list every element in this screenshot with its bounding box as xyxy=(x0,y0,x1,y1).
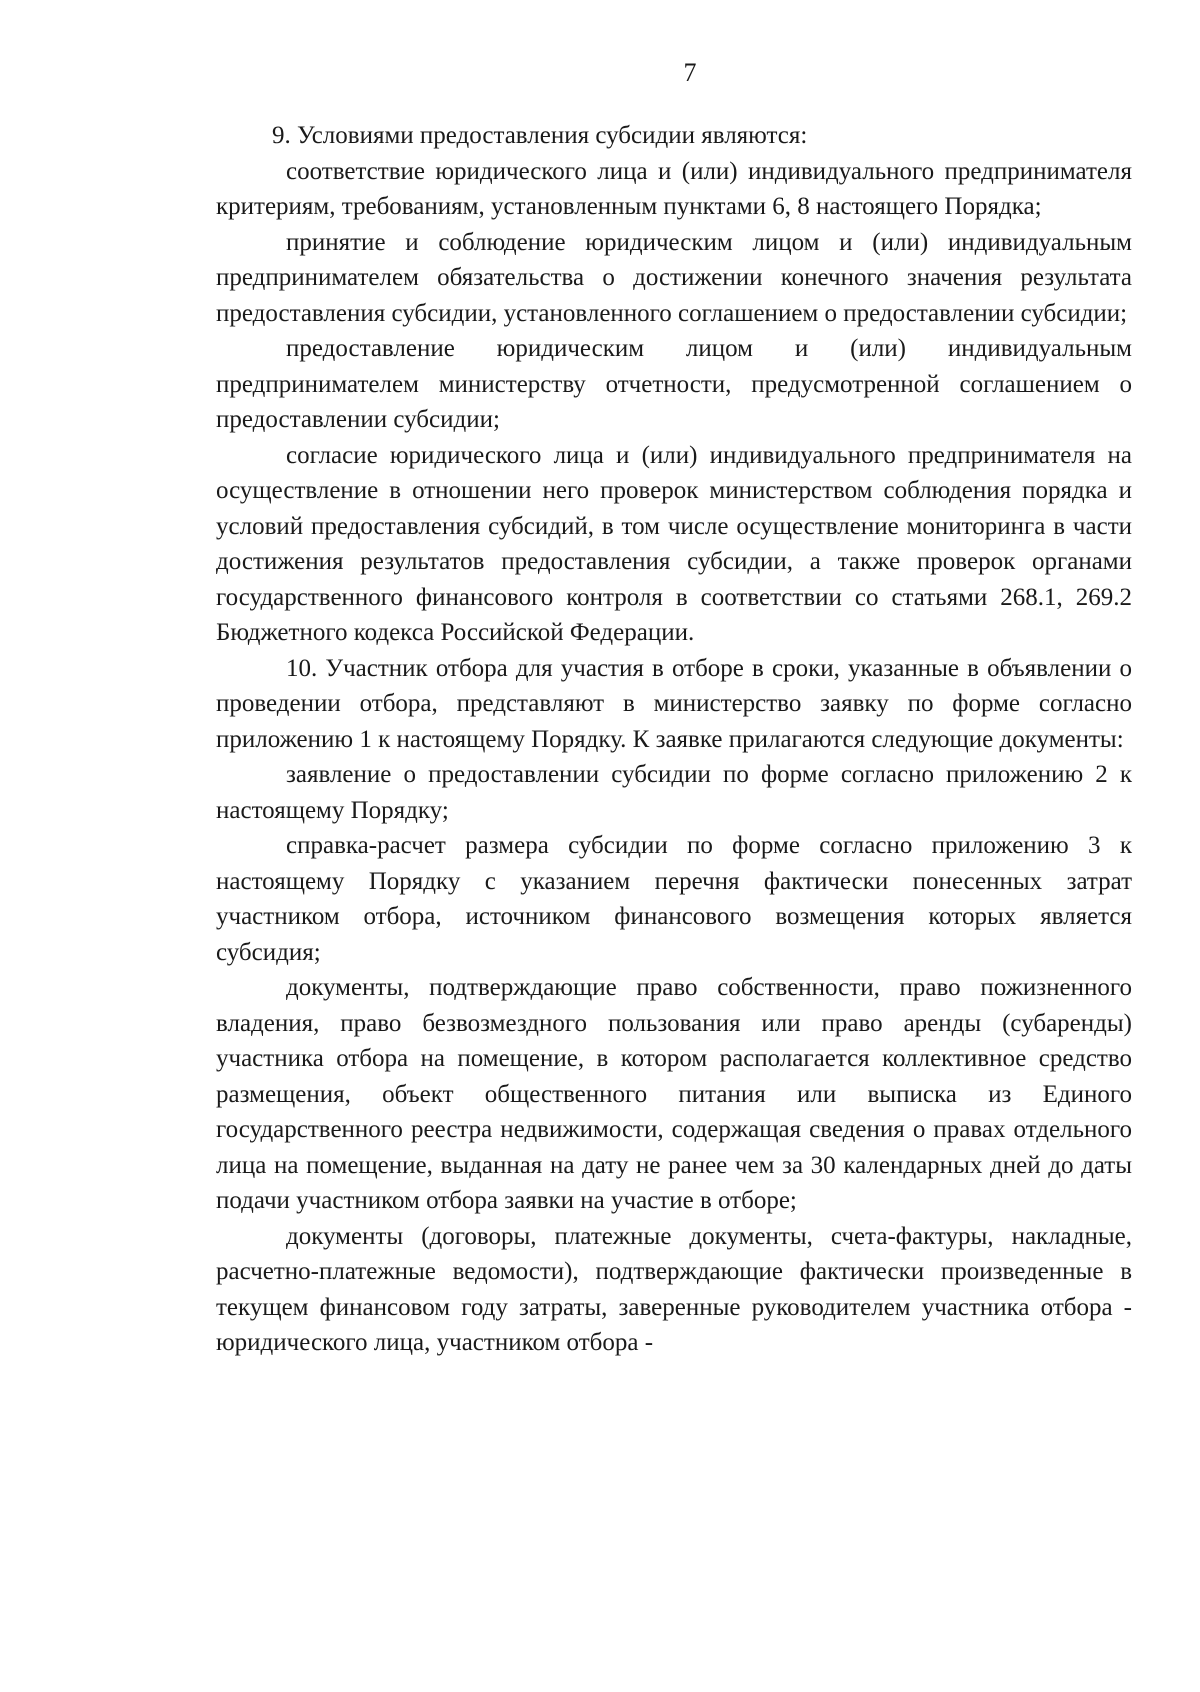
paragraph-document-expenses: документы (договоры, платежные документы, счета-фактуры, накладные, расчетно-платежные ведомости), подтверждающие фактически произведенные в текущем финансовом году затраты, заверенные руководителем участника отбора - юридического лица, участником отбора - xyxy=(216,1222,1132,1356)
paragraph-item-9-heading: 9. Условиями предоставления субсидии являются: xyxy=(272,122,808,149)
paragraph-condition-obligation: принятие и соблюдение юридическим лицом и (или) индивидуальным предпринимателем обязательства о достижении конечного значения результата предоставления субсидии, установленного соглашением о предоставлении субсидии; xyxy=(216,228,1132,327)
paragraph-document-ownership: документы, подтверждающие право собственности, право пожизненного владения, право безвозмездного пользования или право аренды (субаренды) участника отбора на помещение, в котором располагается коллективное средство размещения, объект общественного питания или выписка из Единого государственного реестра недвижимости, содержащая сведения о правах отдельного лица на помещение, выданная на дату не ранее чем за 30 календарных дней до даты подачи участником отбора заявки на участие в отборе; xyxy=(216,974,1132,1214)
paragraph-document-application: заявление о предоставлении субсидии по форме согласно приложению 2 к настоящему Порядку; xyxy=(216,761,1132,824)
paragraph-item-10: 10. Участник отбора для участия в отборе в сроки, указанные в объявлении о проведении отбора, представляют в министерство заявку по форме согласно приложению 1 к настоящему Порядку. К заявке прилагаются следующие документы: xyxy=(216,654,1132,753)
paragraph-document-calculation: справка-расчет размера субсидии по форме согласно приложению 3 к настоящему Порядку с указанием перечня фактически понесенных затрат участником отбора, источником финансового возмещения которых является субсидия; xyxy=(216,832,1132,966)
paragraph-condition-compliance: соответствие юридического лица и (или) индивидуального предпринимателя критериям, требованиям, установленным пунктами 6, 8 настоящего Порядка; xyxy=(216,157,1132,220)
paragraph-condition-consent: согласие юридического лица и (или) индивидуального предпринимателя на осуществление в отношении него проверок министерством соблюдения порядка и условий предоставления субсидий, в том числе осуществление мониторинга в части достижения результатов предоставления субсидии, а также проверок органами государственного финансового контроля в соответствии со статьями 268.1, 269.2 Бюджетного кодекса Российской Федерации. xyxy=(216,441,1132,646)
document-body xyxy=(216,118,1132,1361)
paragraph-condition-reporting: предоставление юридическим лицом и (или) индивидуальным предпринимателем министерству отчетности, предусмотренной соглашением о предоставлении субсидии; xyxy=(216,335,1132,433)
page-number: 7 xyxy=(683,58,697,87)
